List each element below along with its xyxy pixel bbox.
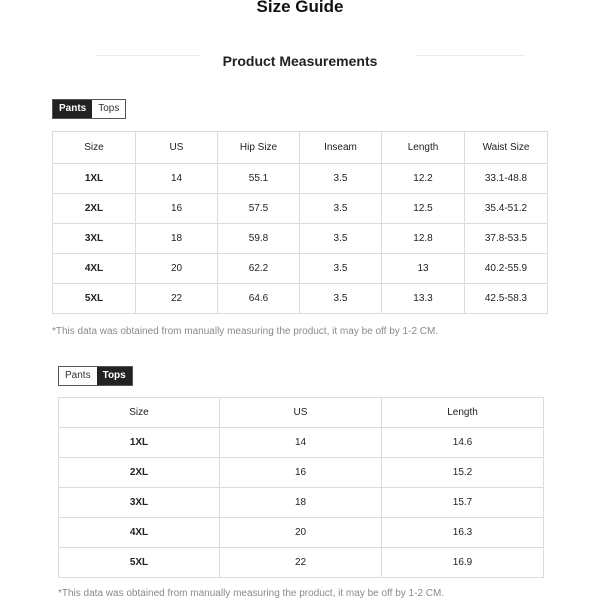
measurement-note: *This data was obtained from manually measuring the product, it may be off by 1-2 CM.: [52, 326, 439, 337]
table-row: [53, 164, 548, 194]
table-cell: 40.2-55.9: [465, 254, 548, 284]
column-header: US: [220, 398, 382, 428]
pants-tab-bar: [52, 99, 126, 119]
section-header: [0, 52, 600, 70]
table-row: [59, 458, 544, 488]
table-cell: 5XL: [53, 284, 136, 314]
column-header: Hip Size: [218, 132, 300, 164]
table-header-row: [53, 132, 548, 164]
table-cell: 55.1: [218, 164, 300, 194]
table-cell: 14.6: [382, 428, 544, 458]
column-header: Length: [382, 398, 544, 428]
table-cell: 37.8-53.5: [465, 224, 548, 254]
tab-pants[interactable]: Pants: [59, 367, 97, 385]
table-cell: 2XL: [59, 458, 220, 488]
table-row: [53, 194, 548, 224]
table-cell: 12.5: [382, 194, 465, 224]
section-title: Product Measurements: [222, 53, 378, 69]
table-cell: 59.8: [218, 224, 300, 254]
table-cell: 42.5-58.3: [465, 284, 548, 314]
table-cell: 3XL: [53, 224, 136, 254]
table-cell: 1XL: [59, 428, 220, 458]
table-cell: 18: [136, 224, 218, 254]
page-title: Size Guide: [256, 0, 344, 16]
table-cell: 33.1-48.8: [465, 164, 548, 194]
table-cell: 2XL: [53, 194, 136, 224]
table-row: [53, 284, 548, 314]
table-cell: 16.9: [382, 548, 544, 578]
table-cell: 35.4-51.2: [465, 194, 548, 224]
table-cell: 14: [136, 164, 218, 194]
column-header: Size: [53, 132, 136, 164]
table-cell: 3.5: [300, 224, 382, 254]
tops-size-table: [58, 397, 544, 578]
table-cell: 16: [220, 458, 382, 488]
table-cell: 62.2: [218, 254, 300, 284]
table-cell: 3.5: [300, 194, 382, 224]
tab-pants[interactable]: Pants: [53, 100, 92, 118]
column-header: Inseam: [300, 132, 382, 164]
table-cell: 20: [136, 254, 218, 284]
table-cell: 3.5: [300, 164, 382, 194]
section-divider-right: [415, 55, 525, 56]
table-header-row: [59, 398, 544, 428]
table-cell: 14: [220, 428, 382, 458]
table-cell: 12.2: [382, 164, 465, 194]
table-cell: 12.8: [382, 224, 465, 254]
table-row: [53, 254, 548, 284]
table-row: [59, 428, 544, 458]
tab-tops[interactable]: Tops: [92, 100, 125, 118]
column-header: Waist Size: [465, 132, 548, 164]
table-cell: 18: [220, 488, 382, 518]
table-cell: 13: [382, 254, 465, 284]
table-row: [59, 518, 544, 548]
column-header: Length: [382, 132, 465, 164]
table-cell: 20: [220, 518, 382, 548]
column-header: US: [136, 132, 218, 164]
table-cell: 57.5: [218, 194, 300, 224]
measurement-note: *This data was obtained from manually measuring the product, it may be off by 1-2 CM.: [58, 588, 445, 599]
table-cell: 64.6: [218, 284, 300, 314]
tops-tab-bar: [58, 366, 133, 386]
table-cell: 3.5: [300, 284, 382, 314]
table-cell: 1XL: [53, 164, 136, 194]
table-cell: 15.2: [382, 458, 544, 488]
column-header: Size: [59, 398, 220, 428]
table-row: [53, 224, 548, 254]
table-cell: 4XL: [59, 518, 220, 548]
table-cell: 3XL: [59, 488, 220, 518]
table-cell: 3.5: [300, 254, 382, 284]
table-cell: 5XL: [59, 548, 220, 578]
table-cell: 15.7: [382, 488, 544, 518]
table-row: [59, 548, 544, 578]
table-cell: 16.3: [382, 518, 544, 548]
tab-tops[interactable]: Tops: [97, 367, 132, 385]
pants-size-table: [52, 131, 548, 314]
table-cell: 13.3: [382, 284, 465, 314]
table-cell: 16: [136, 194, 218, 224]
table-cell: 4XL: [53, 254, 136, 284]
table-cell: 22: [136, 284, 218, 314]
table-row: [59, 488, 544, 518]
table-cell: 22: [220, 548, 382, 578]
